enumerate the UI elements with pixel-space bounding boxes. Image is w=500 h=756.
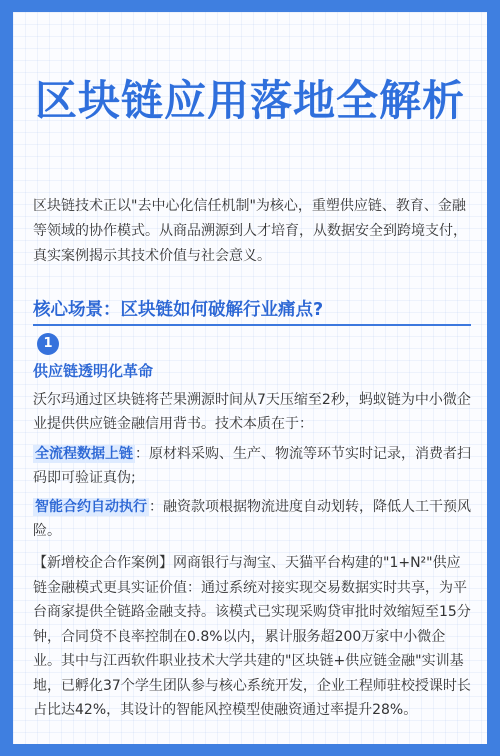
case-paragraph: 【新增校企合作案例】网商银行与淘宝、天猫平台构建的"1+N²"供应链金融模式更具实证价值：通过系统对接实现交易数据实时共享，为平台商家提供全链路金融支持。该模式已实现采购贷审批时效缩短至15分钟，合同贷不良率控制在0.8%以内，累计服务超200万家中小微企业。其中与江西软件职业技术大学共建的"区块链+供应链金融"实训基地，已孵化37个学生团队参与核心系统开发，企业工程师驻校授课时长占比达42%，其设计的智能风控模型使融资通过率提升28%。: [33, 555, 471, 718]
point-text: ：融资款项根据物流进度自动划转，降低人工干预风险。: [33, 499, 471, 539]
section-heading: 核心场景：区块链如何破解行业痛点?: [33, 300, 324, 320]
section-divider: [33, 324, 471, 326]
point-text: ：原材料采购、生产、物流等环节实时记录，消费者扫码即可验证真伪;: [33, 446, 471, 486]
point-item: [33, 442, 471, 490]
article-card: [13, 12, 487, 744]
point-label: 智能合约自动执行: [35, 499, 147, 515]
body-paragraph: 沃尔玛通过区块链将芒果溯源时间从7天压缩至2秒，蚂蚁链为中小微企业提供供应链金融信用背书。技术本质在于：: [33, 392, 471, 432]
subheading: 供应链透明化革命: [33, 362, 154, 380]
number-badge: 1: [37, 333, 59, 355]
point-item: [33, 495, 471, 543]
point-label: 全流程数据上链: [35, 446, 133, 462]
intro-paragraph: 区块链技术正以"去中心化信任机制"为核心，重塑供应链、教育、金融等领域的协作模式。从商品溯源到人才培育，从数据安全到跨境支付，真实案例揭示其技术价值与社会意义。: [33, 198, 467, 264]
page-title: 区块链应用落地全解析: [34, 76, 465, 125]
